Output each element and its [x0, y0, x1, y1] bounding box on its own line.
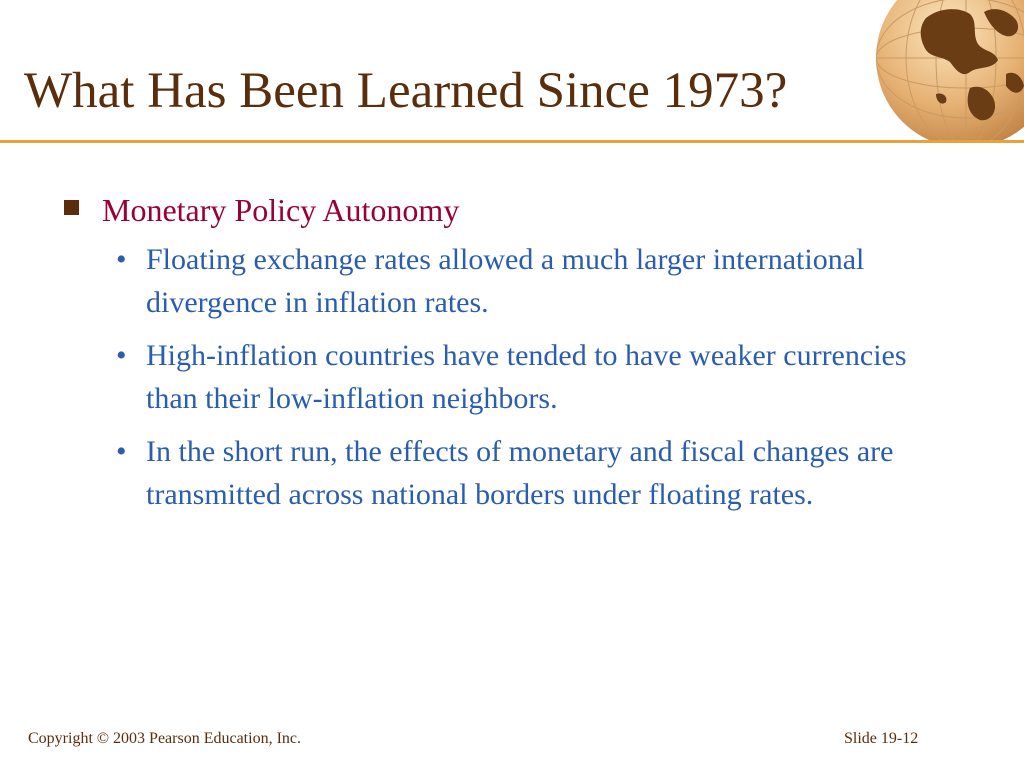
section-heading-item: [64, 188, 964, 232]
bullet-text: Floating exchange rates allowed a much larger international divergence in inflation rates.: [146, 243, 865, 319]
list-item: [64, 334, 964, 420]
globe-icon: [866, 0, 1024, 140]
round-bullet-icon: •: [116, 339, 127, 372]
slide-title: What Has Been Learned Since 1973?: [24, 63, 788, 119]
round-bullet-icon: •: [116, 435, 127, 468]
bullet-text: In the short run, the effects of monetary and fiscal changes are transmitted across national borders under floating rates.: [146, 435, 894, 511]
slide-number: Slide 19-12: [844, 730, 919, 747]
slide-body: [64, 188, 964, 526]
copyright-notice: Copyright © 2003 Pearson Education, Inc.: [28, 730, 301, 747]
round-bullet-icon: •: [116, 243, 127, 276]
list-item: [64, 430, 964, 516]
title-divider: [0, 140, 1024, 143]
bullet-list: [64, 238, 964, 516]
list-item: [64, 238, 964, 324]
square-bullet-icon: [64, 200, 79, 215]
section-heading: Monetary Policy Autonomy: [102, 192, 460, 228]
bullet-text: High-inflation countries have tended to have weaker currencies than their low-inflation neighbors.: [146, 339, 907, 415]
